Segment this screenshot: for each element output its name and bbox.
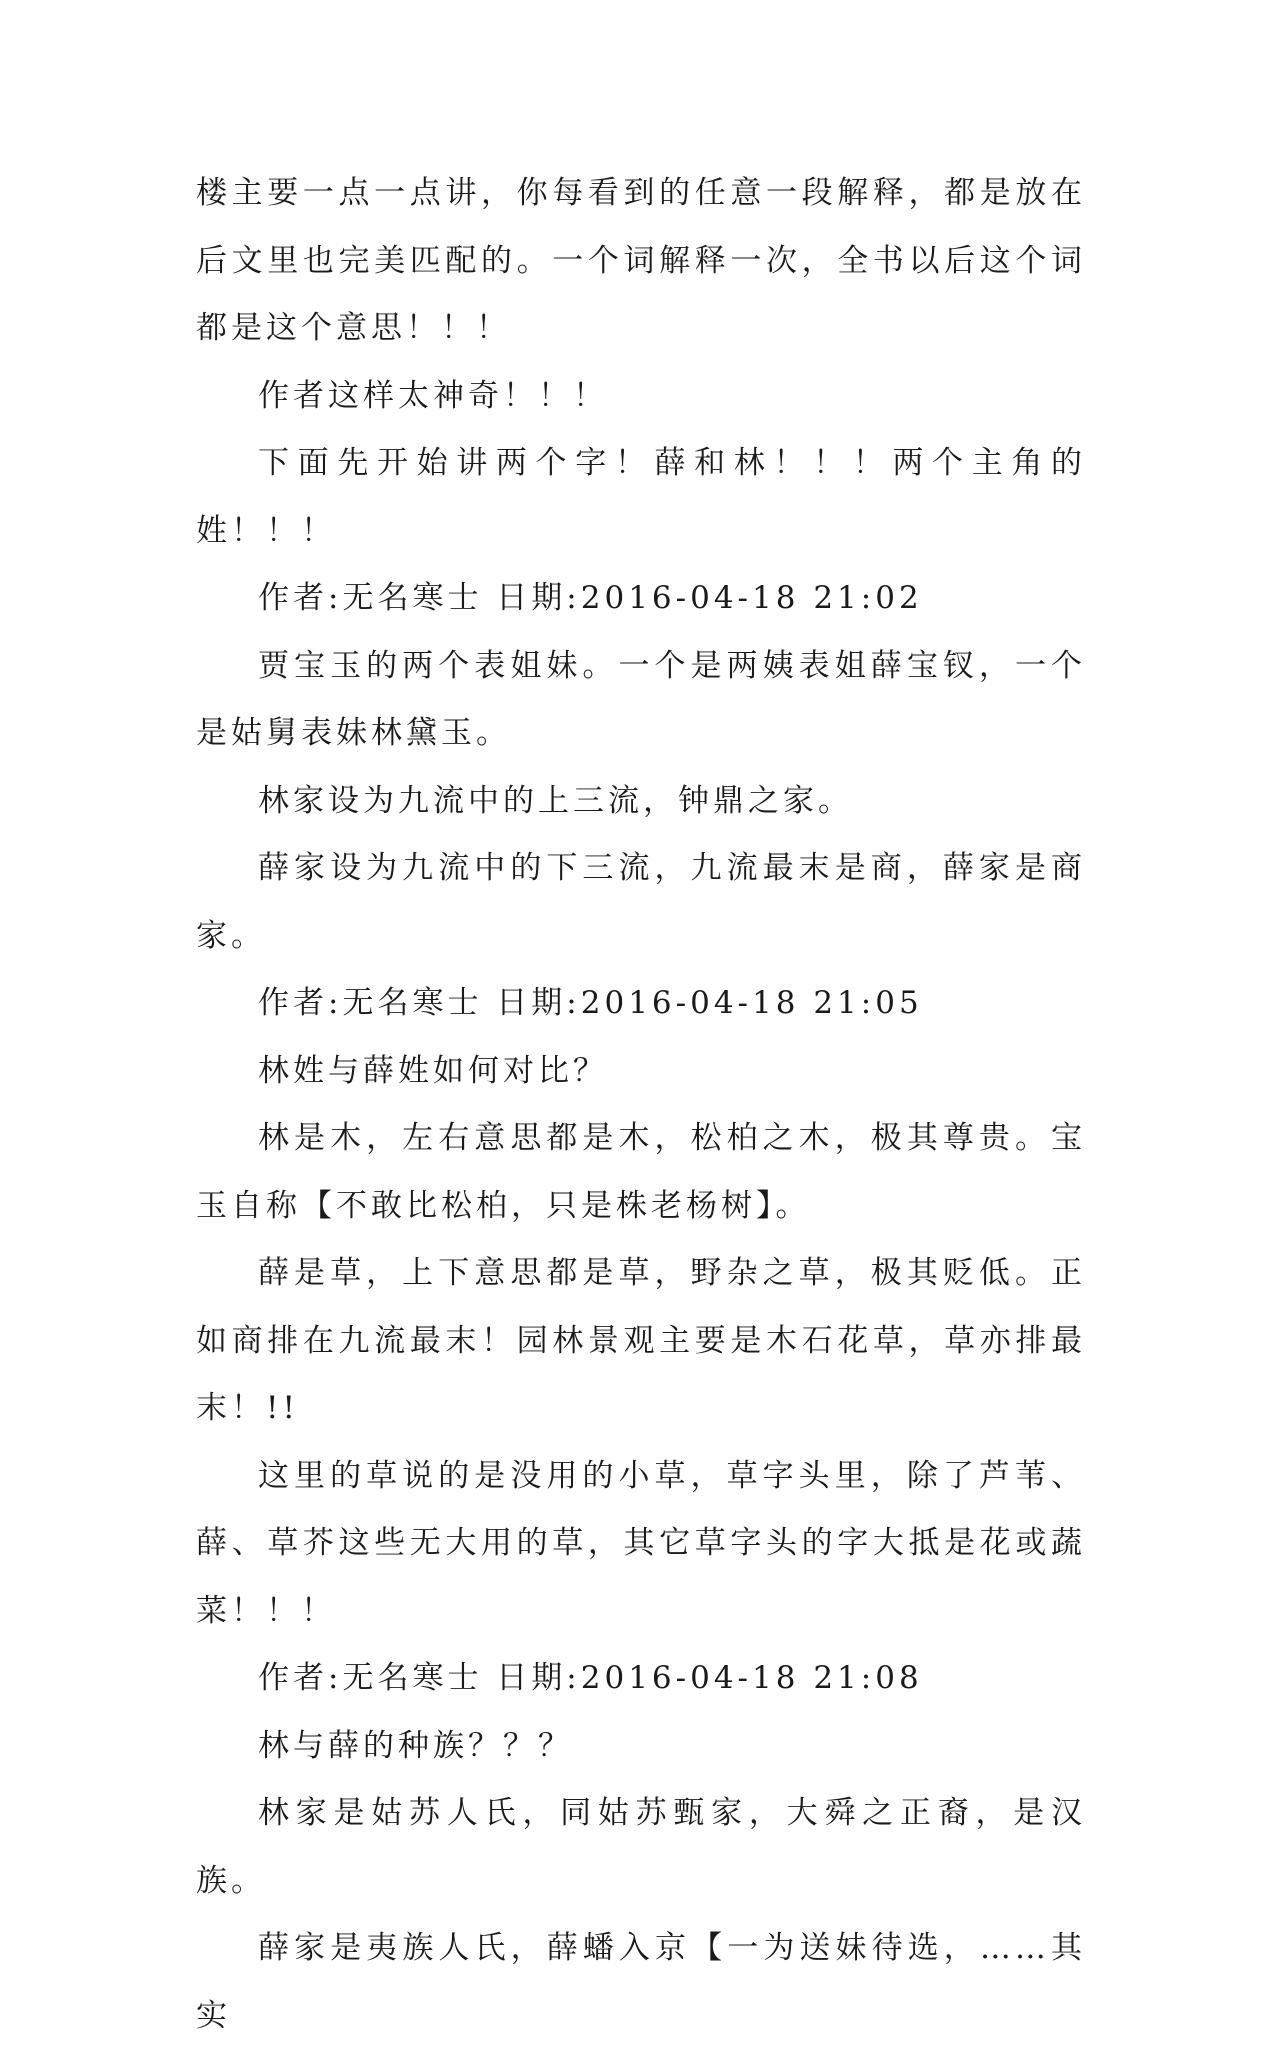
author-date-line: 作者:无名寒士 日期:2016-04-18 21:08: [258, 1660, 923, 1696]
paragraph: 林姓与薛姓如何对比？: [258, 1052, 608, 1089]
paragraph: 贾宝玉的两个表姐妹。一个是两姨表姐薛宝钗，一个是姑舅表妹林黛玉。: [196, 647, 1086, 751]
paragraph: 下面先开始讲两个字！薛和林！！！两个主角的姓！！！: [196, 445, 1086, 549]
paragraph: 这里的草说的是没用的小草，草字头里，除了芦苇、薛、草芥这些无大用的草，其它草字头的字大抵是花或蔬菜！！！: [196, 1457, 1086, 1629]
author-date-line: 作者:无名寒士 日期:2016-04-18 21:05: [258, 985, 923, 1021]
paragraph: 林家设为九流中的上三流，钟鼎之家。: [258, 782, 853, 819]
paragraph: 作者这样太神奇！！！: [258, 377, 608, 414]
author-date-line: 作者:无名寒士 日期:2016-04-18 21:02: [258, 580, 923, 616]
paragraph: 林与薛的种族？？？: [258, 1727, 573, 1764]
paragraph: 林是木，左右意思都是木，松柏之木，极其尊贵。宝玉自称【不敢比松柏，只是株老杨树】。: [196, 1120, 1086, 1224]
document-body: [196, 160, 1086, 2050]
paragraph: 薛家是夷族人氏，薛蟠入京【一为送妹待选，……其实: [196, 1930, 1086, 2034]
paragraph: 薛家设为九流中的下三流，九流最末是商，薛家是商家。: [196, 850, 1086, 954]
paragraph: 薛是草，上下意思都是草，野杂之草，极其贬低。正如商排在九流最末！园林景观主要是木石花草，草亦排最末！!!: [196, 1255, 1086, 1426]
paragraph: 楼主要一点一点讲，你每看到的任意一段解释，都是放在后文里也完美匹配的。一个词解释一次，全书以后这个词都是这个意思！！！: [196, 175, 1086, 346]
paragraph: 林家是姑苏人氏，同姑苏甄家，大舜之正裔，是汉族。: [196, 1795, 1086, 1899]
